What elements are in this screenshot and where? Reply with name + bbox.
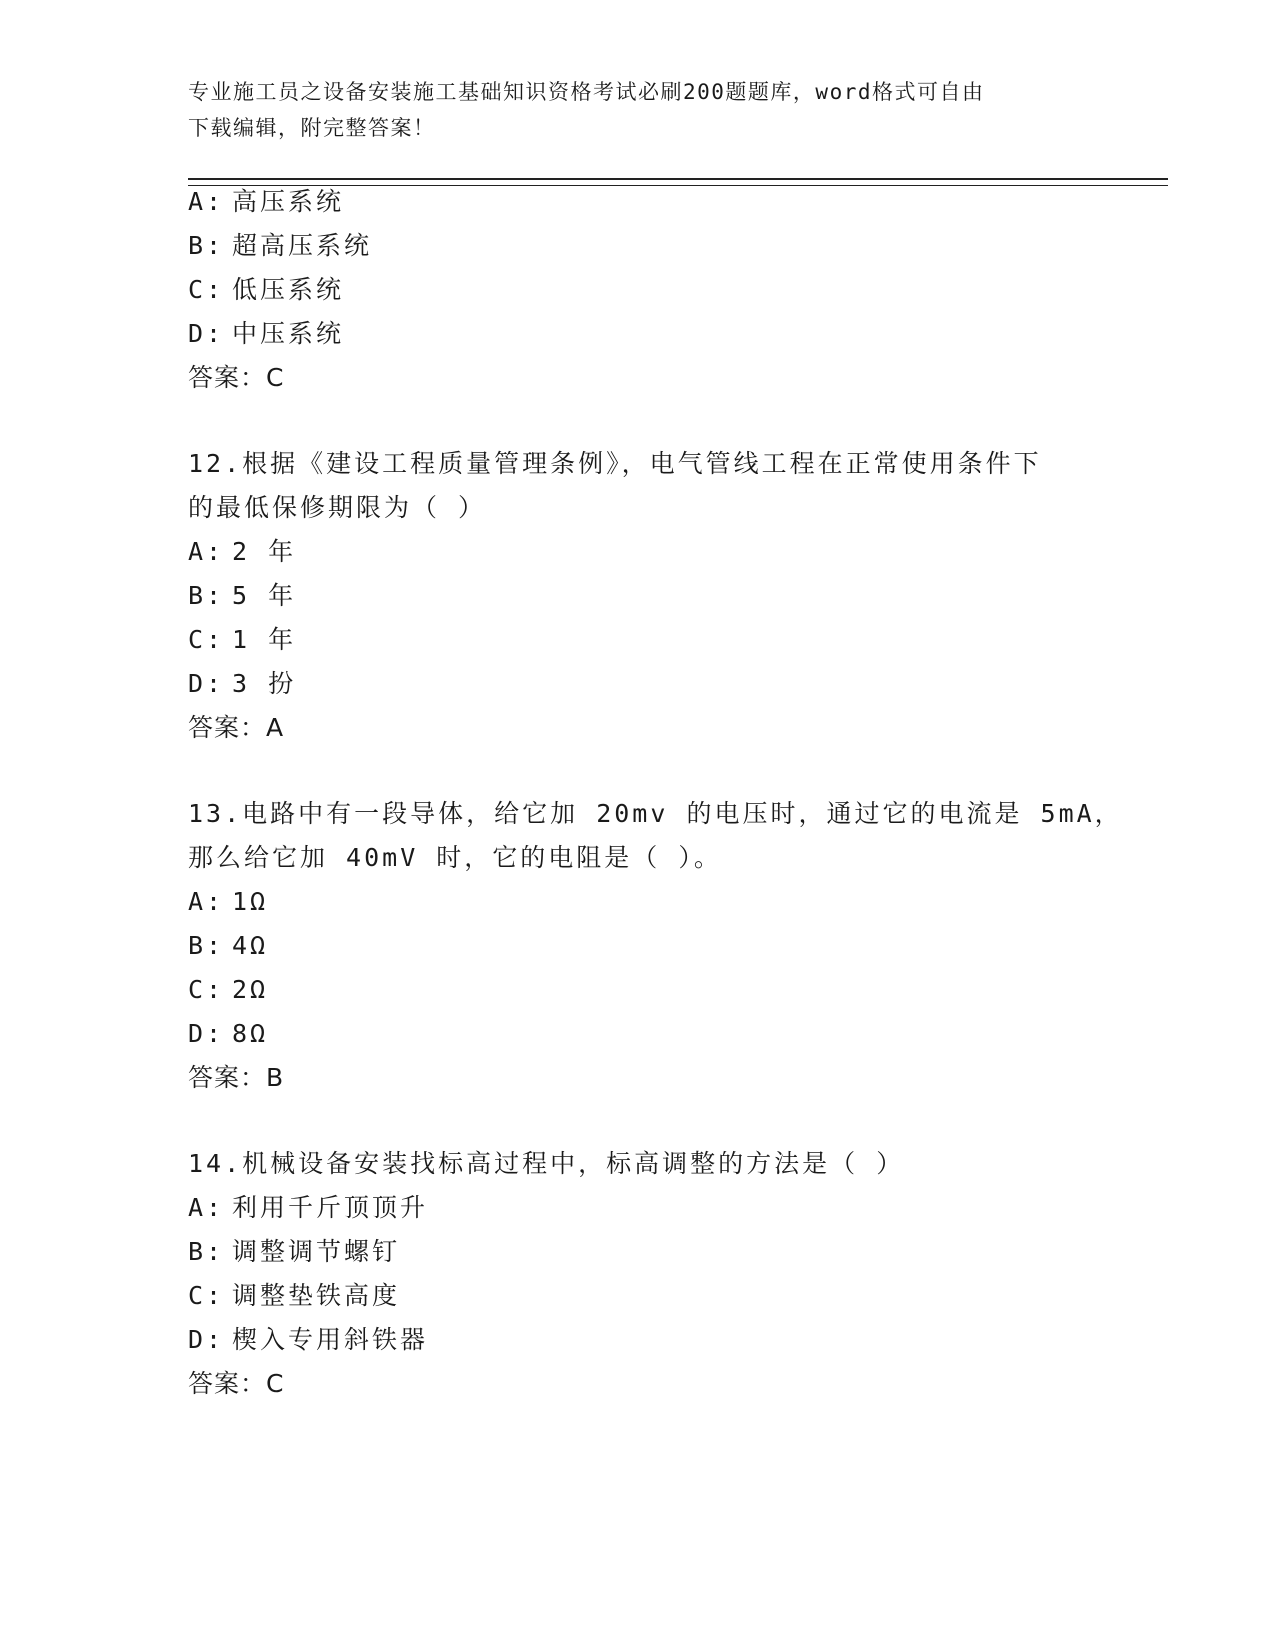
header-line-1: 专业施工员之设备安装施工基础知识资格考试必刷200题题库，word格式可自由 (188, 80, 985, 104)
answer-line: 答案：B (188, 1063, 285, 1092)
option-a: A: 2 年 (188, 537, 297, 566)
option-b: B: 4Ω (188, 931, 269, 960)
option-d: D: 楔入专用斜铁器 (188, 1325, 429, 1354)
question-13-line-2: 那么给它加 40mV 时，它的电阻是（ ）。 (188, 843, 722, 872)
header-line-2: 下载编辑，附完整答案！ (188, 116, 436, 140)
document-header (188, 74, 1068, 146)
option-a: A: 高压系统 (188, 187, 345, 216)
option-b: B: 调整调节螺钉 (188, 1237, 401, 1266)
question-12-line-2: 的最低保修期限为（ ） (188, 493, 487, 522)
question-14-line-1: 14.机械设备安装找标高过程中，标高调整的方法是（ ） (188, 1149, 905, 1178)
answer-line: 答案：A (188, 713, 285, 742)
option-a: A: 1Ω (188, 887, 269, 916)
option-c: C: 1 年 (188, 625, 297, 654)
option-a: A: 利用千斤顶顶升 (188, 1193, 429, 1222)
answer-line: 答案：C (188, 1369, 285, 1398)
answer-line: 答案：C (188, 363, 285, 392)
option-b: B: 5 年 (188, 581, 297, 610)
question-12-line-1: 12.根据《建设工程质量管理条例》，电气管线工程在正常使用条件下 (188, 449, 1042, 478)
option-d: D: 中压系统 (188, 319, 345, 348)
option-c: C: 2Ω (188, 975, 269, 1004)
option-d: D: 8Ω (188, 1019, 269, 1048)
option-d: D: 3 扮 (188, 669, 297, 698)
question-13-line-1: 13.电路中有一段导体，给它加 20mv 的电压时，通过它的电流是 5mA， (188, 799, 1123, 828)
option-b: B: 超高压系统 (188, 231, 373, 260)
option-c: C: 调整垫铁高度 (188, 1281, 401, 1310)
option-c: C: 低压系统 (188, 275, 345, 304)
